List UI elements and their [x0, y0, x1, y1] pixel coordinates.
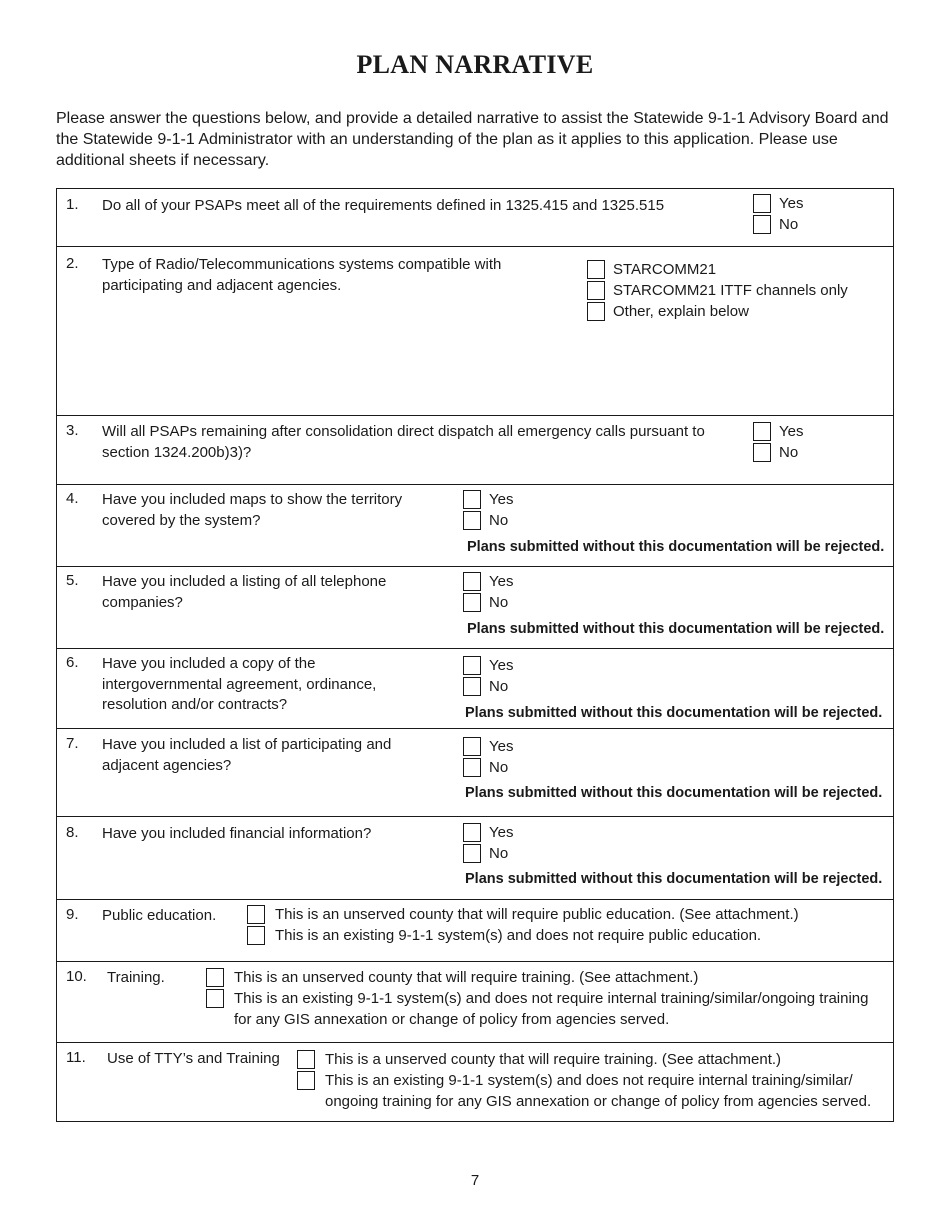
no-label: No — [489, 594, 509, 611]
rejection-note: Plans submitted without this documentation will be rejected. — [467, 621, 885, 637]
question-text: Use of TTY’s and Training — [107, 1050, 280, 1067]
existing-system-checkbox[interactable] — [297, 1071, 315, 1090]
yes-checkbox[interactable] — [463, 490, 481, 509]
yes-checkbox[interactable] — [463, 823, 481, 842]
yes-label: Yes — [489, 491, 514, 508]
yes-no-options — [463, 571, 513, 613]
page-number: 7 — [470, 1172, 480, 1189]
yes-no-options — [463, 655, 513, 697]
no-label: No — [489, 845, 509, 862]
option-label: This is an unserved county that will require training. (See attachment.) — [234, 969, 699, 986]
yes-no-options — [463, 822, 513, 864]
rejection-note: Plans submitted without this documentation will be rejected. — [465, 785, 883, 801]
question-text: Have you included a list of participating and adjacent agencies? — [102, 736, 392, 774]
unserved-county-checkbox[interactable] — [247, 905, 265, 924]
rejection-note: Plans submitted without this documentation will be rejected. — [465, 871, 883, 887]
question-number: 3. — [66, 422, 79, 439]
option-label: This is an existing 9-1-1 system(s) and does not require internal training/similar/ ongoing training for any GIS annexation or change of policy from agencies served. — [325, 1072, 872, 1110]
no-checkbox[interactable] — [753, 215, 771, 234]
option-label: This is an existing 9-1-1 system(s) and does not require public education. — [275, 927, 762, 944]
no-checkbox[interactable] — [463, 511, 481, 530]
question-row-4 — [57, 485, 893, 567]
question-row-6 — [57, 649, 893, 729]
question-row-9 — [57, 900, 893, 962]
question-row-3 — [57, 416, 893, 485]
question-row-1 — [57, 189, 893, 247]
unserved-county-checkbox[interactable] — [297, 1050, 315, 1069]
yes-label: Yes — [489, 738, 514, 755]
public-education-options — [247, 904, 887, 946]
option-label: This is a unserved county that will require training. (See attachment.) — [325, 1051, 782, 1068]
question-number: 7. — [66, 735, 79, 752]
yes-no-options — [753, 421, 803, 463]
question-text: Public education. — [102, 907, 217, 924]
question-number: 6. — [66, 654, 79, 671]
yes-checkbox[interactable] — [463, 737, 481, 756]
plan-form — [56, 188, 894, 1122]
question-number: 8. — [66, 824, 79, 841]
option-label: This is an unserved county that will require public education. (See attachment.) — [275, 906, 799, 923]
no-label: No — [489, 512, 509, 529]
question-text: Do all of your PSAPs meet all of the requirements defined in 1325.415 and 1325.515 — [102, 197, 665, 214]
no-label: No — [779, 444, 799, 461]
yes-no-options — [463, 489, 513, 531]
yes-no-options — [463, 736, 513, 778]
question-text: Have you included financial information? — [102, 825, 372, 842]
no-checkbox[interactable] — [463, 844, 481, 863]
yes-label: Yes — [779, 195, 804, 212]
question-row-7 — [57, 729, 893, 817]
no-label: No — [779, 216, 799, 233]
system-options — [587, 259, 848, 322]
question-text: Have you included a listing of all telephone companies? — [102, 573, 387, 611]
unserved-county-checkbox[interactable] — [206, 968, 224, 987]
question-row-8 — [57, 817, 893, 900]
option-label: Other, explain below — [613, 303, 749, 320]
option-label: STARCOMM21 ITTF channels only — [613, 282, 848, 299]
yes-label: Yes — [489, 824, 514, 841]
no-checkbox[interactable] — [463, 758, 481, 777]
existing-system-checkbox[interactable] — [206, 989, 224, 1008]
yes-no-options — [753, 193, 803, 235]
yes-checkbox[interactable] — [753, 422, 771, 441]
question-text: Training. — [107, 969, 165, 986]
question-number: 2. — [66, 255, 79, 272]
question-text: Will all PSAPs remaining after consolidation direct dispatch all emergency calls pursuant to section 1324.200b)3)? — [102, 423, 705, 461]
question-row-2 — [57, 247, 893, 416]
yes-label: Yes — [779, 423, 804, 440]
intro-paragraph: Please answer the questions below, and provide a detailed narrative to assist the Statewide 9-1-1 Advisory Board and the Statewide 9-1-1 Administrator with an understanding of the plan as it applies to this application. Please use additional sheets if necessary. — [56, 110, 889, 169]
option-label: STARCOMM21 — [613, 261, 717, 278]
no-checkbox[interactable] — [463, 677, 481, 696]
yes-label: Yes — [489, 657, 514, 674]
question-number: 10. — [66, 968, 87, 985]
existing-system-checkbox[interactable] — [247, 926, 265, 945]
question-number: 5. — [66, 572, 79, 589]
yes-label: Yes — [489, 573, 514, 590]
question-row-10 — [57, 962, 893, 1043]
other-checkbox[interactable] — [587, 302, 605, 321]
no-label: No — [489, 759, 509, 776]
question-number: 1. — [66, 196, 79, 213]
tty-training-options — [297, 1049, 891, 1112]
question-text: Type of Radio/Telecommunications systems compatible with participating and adjacent agencies. — [102, 256, 502, 294]
option-label: This is an existing 9-1-1 system(s) and does not require internal training/similar/ongoing training for any GIS annexation or change of policy from agencies served. — [234, 990, 869, 1028]
no-checkbox[interactable] — [463, 593, 481, 612]
no-label: No — [489, 678, 509, 695]
question-row-11 — [57, 1043, 893, 1121]
question-number: 11. — [66, 1049, 86, 1066]
training-options — [206, 967, 890, 1030]
question-row-5 — [57, 567, 893, 649]
page-title: PLAN NARRATIVE — [356, 50, 594, 79]
yes-checkbox[interactable] — [463, 572, 481, 591]
starcomm21-checkbox[interactable] — [587, 260, 605, 279]
question-number: 4. — [66, 490, 79, 507]
rejection-note: Plans submitted without this documentation will be rejected. — [467, 539, 885, 555]
question-text: Have you included maps to show the territory covered by the system? — [102, 491, 403, 529]
starcomm21-ittf-checkbox[interactable] — [587, 281, 605, 300]
question-text: Have you included a copy of the intergovernmental agreement, ordinance, resolution and/or contracts? — [102, 655, 377, 713]
question-number: 9. — [66, 906, 79, 923]
yes-checkbox[interactable] — [753, 194, 771, 213]
yes-checkbox[interactable] — [463, 656, 481, 675]
rejection-note: Plans submitted without this documentation will be rejected. — [465, 705, 883, 721]
no-checkbox[interactable] — [753, 443, 771, 462]
